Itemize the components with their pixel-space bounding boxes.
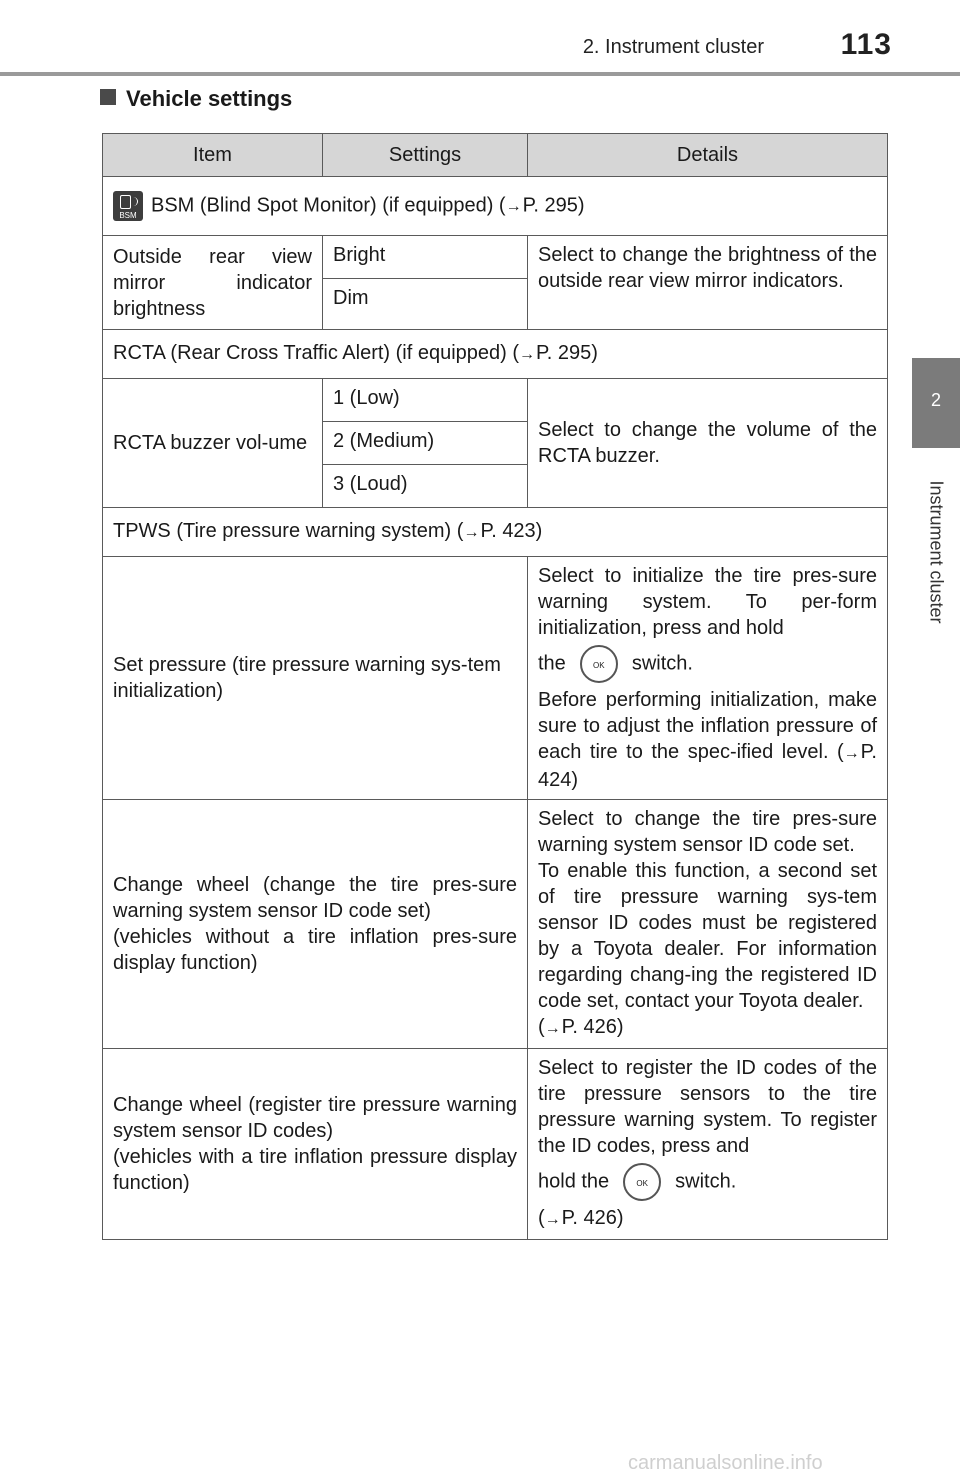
page-number: 113 (840, 28, 892, 61)
item-rcta-buzzer-volume: RCTA buzzer vol-ume (103, 379, 323, 508)
arrow-right-icon: → (463, 524, 480, 541)
square-bullet-icon (100, 89, 116, 105)
arrow-right-icon: → (505, 198, 522, 216)
section-heading-text: Vehicle settings (126, 86, 293, 111)
item-change-wheel-a (103, 800, 528, 1049)
details-set-pressure-line-1: Select to initialize the tire pres-sure warning system. To per-form initialization, press and hold (538, 565, 877, 639)
car-outline-icon (120, 195, 131, 209)
details-set-pressure (528, 557, 888, 800)
chapter-side-title (922, 462, 950, 642)
details-change-wheel-a-line-2: To enable this function, a second set of tire pressure warning sys-tem sensor ID codes must be registered by a Toyota dealer. For information regarding chang-ing the registered ID code set, contact your Toyota dealer. (538, 860, 877, 1012)
details-change-wheel-b-line-1: Select to register the ID codes of the tire pressure sensors to the tire pressure warning system. To register the ID codes, press and (538, 1057, 877, 1157)
item-mirror-brightness: Outside rear view mirror indicator brightness (103, 236, 323, 330)
details-change-wheel-b-line-2 (538, 1163, 877, 1201)
details-text: hold the (538, 1170, 610, 1193)
chapter-side-title-text: Instrument cluster (926, 480, 947, 624)
setting-bright: Bright (323, 236, 528, 279)
vehicle-settings-table (102, 133, 888, 1240)
item-change-wheel-a-line-2: (vehicles without a tire inflation pres-sure display function) (113, 926, 517, 974)
ok-button-icon: OK (623, 1163, 661, 1201)
details-change-wheel-a (528, 800, 888, 1049)
details-text: the (538, 652, 566, 675)
item-change-wheel-b-line-1: Change wheel (register tire pressure warning system sensor ID codes) (113, 1094, 517, 1142)
details-mirror-brightness: Select to change the brightness of the outside rear view mirror indicators. (528, 236, 888, 330)
table-row (103, 800, 888, 1049)
page-ref-rcta: P. 295) (536, 342, 598, 364)
table-row (103, 236, 888, 279)
group-label-rcta: RCTA (Rear Cross Traffic Alert) (if equipped) ( (113, 342, 520, 364)
details-text: switch. (675, 1170, 737, 1193)
details-text: switch. (631, 652, 693, 675)
table-row (103, 379, 888, 422)
details-change-wheel-a-line-1: Select to change the tire pres-sure warning system sensor ID code set. (538, 808, 877, 856)
page-ref-bsm: P. 295) (522, 194, 585, 217)
details-change-wheel-b (528, 1049, 888, 1240)
arrow-right-icon: → (544, 1020, 561, 1037)
details-set-pressure-line-2 (538, 645, 877, 683)
details-set-pressure-line-3 (538, 687, 877, 793)
group-row-rcta (103, 330, 888, 379)
setting-loud: 3 (Loud) (323, 465, 528, 508)
details-text: Before performing initialization, make sure to adjust the inflation pressure of each tire to the spec-ified level. ( (538, 689, 877, 763)
signal-wave-icon (132, 197, 138, 206)
setting-dim: Dim (323, 279, 528, 330)
group-cell-tpws (103, 508, 888, 557)
chapter-tab-number: 2 (930, 390, 941, 410)
bsm-icon (113, 191, 143, 221)
watermark: carmanualsonline.info (628, 1452, 823, 1474)
group-label-bsm: BSM (Blind Spot Monitor) (if equipped) ( (151, 194, 506, 217)
details-change-wheel-a-ref: (→P. 426) (538, 1016, 624, 1038)
arrow-right-icon: → (843, 745, 860, 762)
table-row (103, 557, 888, 800)
arrow-right-icon: → (519, 346, 536, 363)
page-ref-change-wheel-a: P. 426) (561, 1016, 624, 1038)
table-header-row (103, 134, 888, 177)
page-ref-tpws: P. 423) (480, 520, 543, 542)
group-label-tpws: TPWS (Tire pressure warning system) ( (113, 520, 464, 542)
page-ref-change-wheel-b: P. 426) (561, 1207, 624, 1229)
item-change-wheel-b-line-2: (vehicles with a tire inflation pressure display function) (113, 1146, 517, 1194)
column-header-settings: Settings (323, 134, 528, 177)
group-cell-rcta (103, 330, 888, 379)
table-row (103, 1049, 888, 1240)
bsm-icon-label: BSM (119, 211, 137, 220)
group-row-tpws (103, 508, 888, 557)
group-cell-bsm (103, 177, 888, 236)
details-rcta-buzzer-volume: Select to change the volume of the RCTA buzzer. (528, 379, 888, 508)
column-header-details: Details (528, 134, 888, 177)
page-ref-set-pressure: P. 424) (538, 741, 877, 791)
setting-low: 1 (Low) (323, 379, 528, 422)
arrow-right-icon: → (544, 1211, 561, 1228)
item-change-wheel-a-line-1: Change wheel (change the tire pres-sure warning system sensor ID code set) (113, 874, 517, 922)
details-change-wheel-b-ref: (→P. 426) (538, 1207, 624, 1229)
item-change-wheel-b (103, 1049, 528, 1240)
chapter-tab (912, 358, 960, 448)
header-section-title: 2. Instrument cluster (582, 36, 764, 58)
section-heading (100, 86, 292, 112)
group-row-bsm (103, 177, 888, 236)
header-divider (0, 72, 960, 76)
ok-button-icon: OK (580, 645, 618, 683)
item-set-pressure: Set pressure (tire pressure warning sys-tem initialization) (103, 557, 528, 800)
column-header-item: Item (103, 134, 323, 177)
setting-medium: 2 (Medium) (323, 422, 528, 465)
